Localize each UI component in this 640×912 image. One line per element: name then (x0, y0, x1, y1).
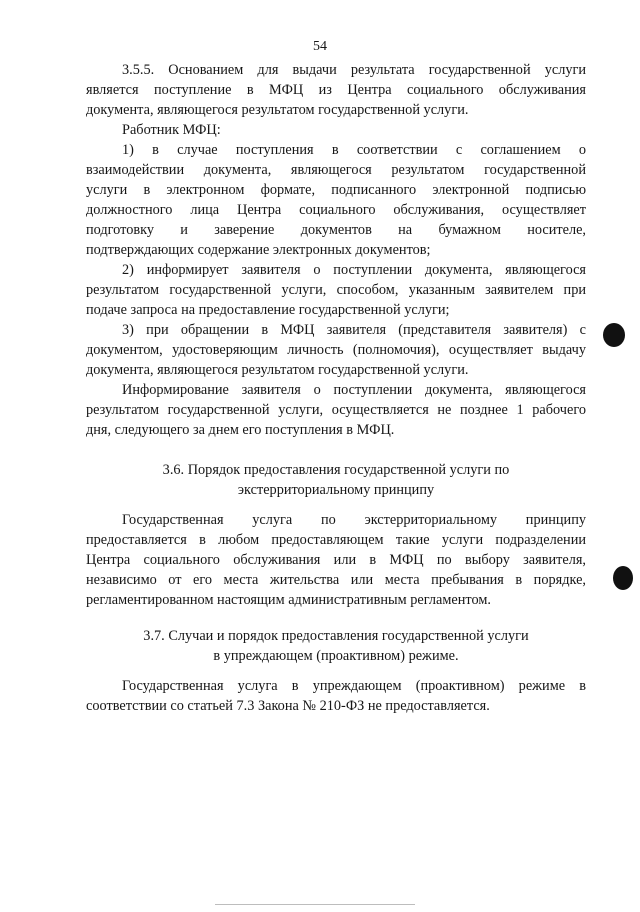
text-line: подаче запроса на предоставление государственной услуги; (86, 302, 450, 318)
text-line: взаимодействии документа, являющегося результатом государственной (86, 162, 586, 178)
text-line: 3) при обращении в МФЦ заявителя (представителя заявителя) с (122, 322, 586, 338)
punch-hole-mark (613, 566, 633, 590)
text-line: документом, удостоверяющим личность (полномочия), осуществляет выдачу (86, 342, 586, 358)
text-line: документа, являющегося результатом государственной услуги. (86, 102, 469, 118)
punch-hole-mark (603, 323, 625, 347)
text-line: 1) в случае поступления в соответствии с соглашением о (122, 142, 586, 158)
text-paragraph (86, 510, 586, 610)
text-line: Центра социального обслуживания или в МФЦ по выбору заявителя, (86, 552, 586, 568)
text-line: Государственная услуга по экстерриториальному принципу (122, 512, 586, 528)
text-line: соответствии со статьей 7.3 Закона № 210-ФЗ не предоставляется. (86, 698, 490, 714)
text-line: Информирование заявителя о поступлении документа, являющегося (122, 382, 586, 398)
text-line: подтверждающих содержание электронных документов; (86, 242, 431, 258)
page-number: 54 (313, 39, 327, 54)
text-line: экстерриториальному принципу (237, 482, 435, 498)
text-line: результатом государственной услуги, способом, указанным заявителем при (86, 282, 586, 298)
text-line: дня, следующего за днем его поступления в МФЦ. (86, 422, 395, 438)
text-line: независимо от его места жительства или места пребывания в порядке, (86, 572, 586, 588)
text-line: результатом государственной услуги, осуществляется не позднее 1 рабочего (86, 402, 586, 418)
text-line: должностного лица Центра социального обслуживания, осуществляет (86, 202, 586, 218)
text-line: является поступление в МФЦ из Центра социального обслуживания (86, 82, 586, 98)
text-line: в упреждающем (проактивном) режиме. (213, 648, 459, 664)
text-line: 3.6. Порядок предоставления государственной услуги по (162, 462, 510, 478)
text-line: предоставляется в любом предоставляющем такие услуги подразделении (86, 532, 586, 548)
section-heading (86, 460, 586, 500)
text-paragraph (86, 676, 586, 716)
text-line: 3.7. Случаи и порядок предоставления государственной услуги (143, 628, 529, 644)
text-line: услуги в электронном формате, подписанного электронной подписью (86, 182, 586, 198)
text-line: Работник МФЦ: (122, 122, 221, 138)
text-line: 3.5.5. Основанием для выдачи результата государственной услуги (122, 62, 586, 78)
text-paragraph (86, 60, 586, 440)
text-line: Государственная услуга в упреждающем (проактивном) режиме в (122, 678, 586, 694)
text-line: регламентированном настоящим административным регламентом. (86, 592, 491, 608)
text-line: подготовку и заверение документов на бумажном носителе, (86, 222, 586, 238)
section-heading (86, 626, 586, 666)
text-line: 2) информирует заявителя о поступлении документа, являющегося (122, 262, 586, 278)
text-line: документа, являющегося результатом государственной услуги. (86, 362, 469, 378)
scan-artifact-line (215, 904, 415, 905)
